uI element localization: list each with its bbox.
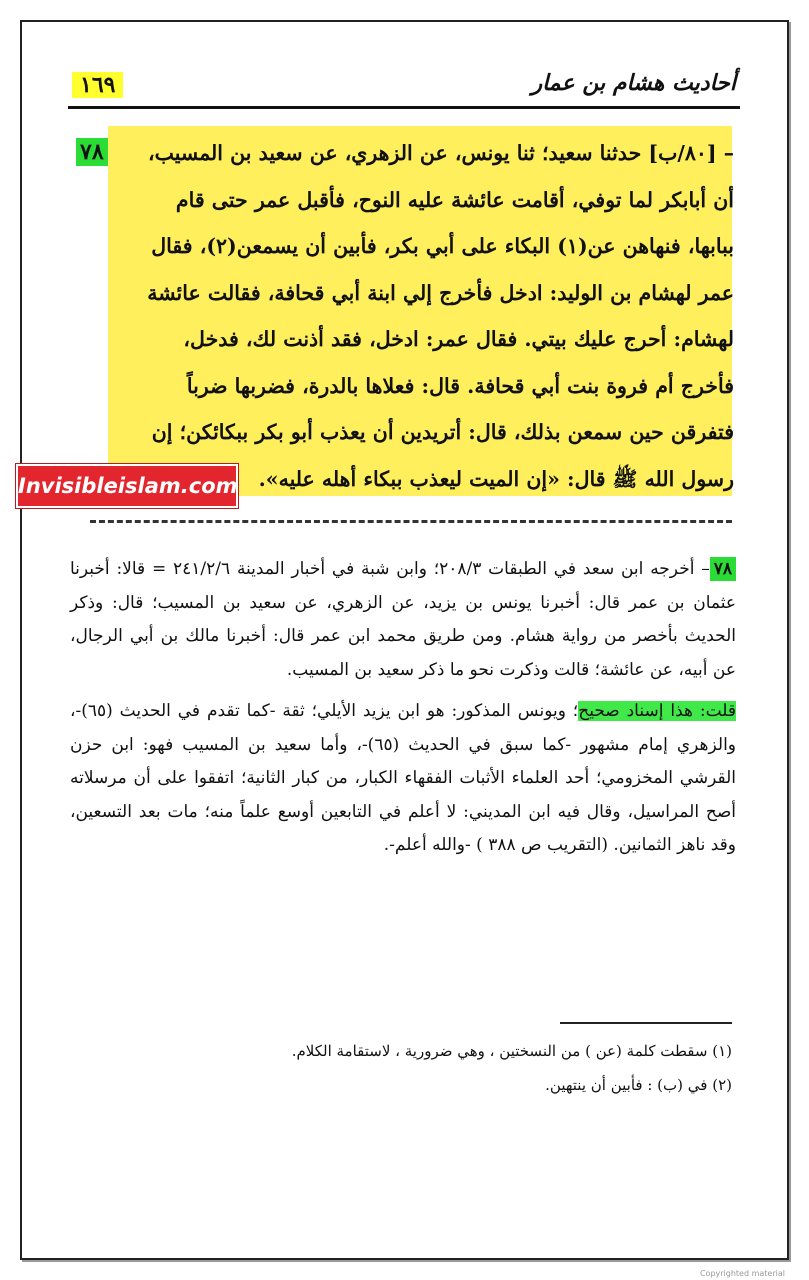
footnotes	[200, 1034, 732, 1102]
verdict-paragraph	[70, 695, 736, 863]
hadith-line: رسول الله ﷺ قال: «إن الميت ليعذب ببكاء أهله عليه».	[258, 466, 734, 491]
section-divider	[90, 520, 732, 523]
commentary	[70, 553, 736, 863]
hadith-line: أن أبابكر لما توفي، أقامت عائشة عليه النوح، فأقبل عمر حتى قام	[175, 187, 734, 212]
hadith-line: عمر لهشام بن الوليد: ادخل فأخرج إلي ابنة أبي قحافة، فقالت عائشة	[147, 280, 734, 305]
hadith-line: ببابها، فنهاهن عن(١) البكاء على أبي بكر، فأبين أن يسمعن(٢)، فقال	[151, 234, 734, 258]
running-title: أحاديث هشام بن عمار	[531, 70, 736, 96]
note-number: ٧٨	[710, 557, 736, 581]
hadith-line: فتفرقن حين سمعن بذلك، قال: أتريدين أن يعذب أبو بكر ببكائكن؛ إن	[151, 420, 734, 444]
hadith-number: ٧٨	[76, 138, 108, 166]
footnote-1: (١) سقطت كلمة (عن ) من النسختين ، وهي ضرورية ، لاستقامة الكلام.	[291, 1042, 732, 1060]
hadith-line: فأخرج أم فروة بنت أبي قحافة. قال: فعلاها بالدرة، فضربها ضرباً	[186, 373, 734, 398]
copyright-label: Copyrighted material	[699, 1269, 785, 1278]
hadith-line: – [٨٠/ب] حدثنا سعيد؛ ثنا يونس، عن الزهري، عن سعيد بن المسيب،	[147, 141, 734, 165]
takhrij-paragraph	[70, 553, 736, 687]
verdict-highlight: قلت: هذا إسناد صحيح	[578, 701, 737, 721]
footnote-rule	[560, 1022, 732, 1024]
watermark-logo: Invisibleislam.com	[16, 464, 238, 508]
verdict-text: ؛ ويونس المذكور: هو ابن يزيد الأيلي؛ ثقة -كما تقدم في الحديث (٦٥)-، والزهري إمام مشهور -كما سبق في الحديث (٦٥)-، وأما سعيد بن المسيب فهو: ابن حزن القرشي المخزومي؛ أحد العلماء الأثبات الفقهاء الكبار، من كبار الثانية؛ اتفقوا على أن مرسلاته أصح المراسيل، وقال فيه ابن المديني: لا أعلم في التابعين أوسع علماً منه؛ مات بعد التسعين، وقد ناهز الثمانين. (التقريب ص ٣٨٨ ) -والله أعلم-.	[70, 701, 736, 855]
hadith-line: لهشام: أحرج عليك بيتي. فقال عمر: ادخل، فقد أذنت لك، فدخل،	[183, 327, 734, 351]
footnote-2: (٢) في (ب) : فأبين أن ينتهين.	[545, 1076, 732, 1094]
page-header	[68, 68, 740, 108]
takhrij-text: – أخرجه ابن سعد في الطبقات ٢٠٨/٣؛ وابن شبة في أخبار المدينة ٢٤١/٢/٦ = قالا: أخبرنا عثمان بن عمر قال: أخبرنا يونس بن يزيد، عن الزهري، عن سعيد بن المسيب؛ قال: وذكر الحديث بأخصر من رواية هشام. ومن طريق محمد ابن عمر قال: أخبرنا مالك بن أبي الرجال، عن أبيه، عن عائشة؛ قالت وذكرت نحو ما ذكر سعيد بن المسيب.	[70, 559, 736, 680]
header-rule	[68, 106, 740, 109]
hadith-text	[108, 130, 734, 502]
page-number: ١٦٩	[72, 72, 123, 98]
